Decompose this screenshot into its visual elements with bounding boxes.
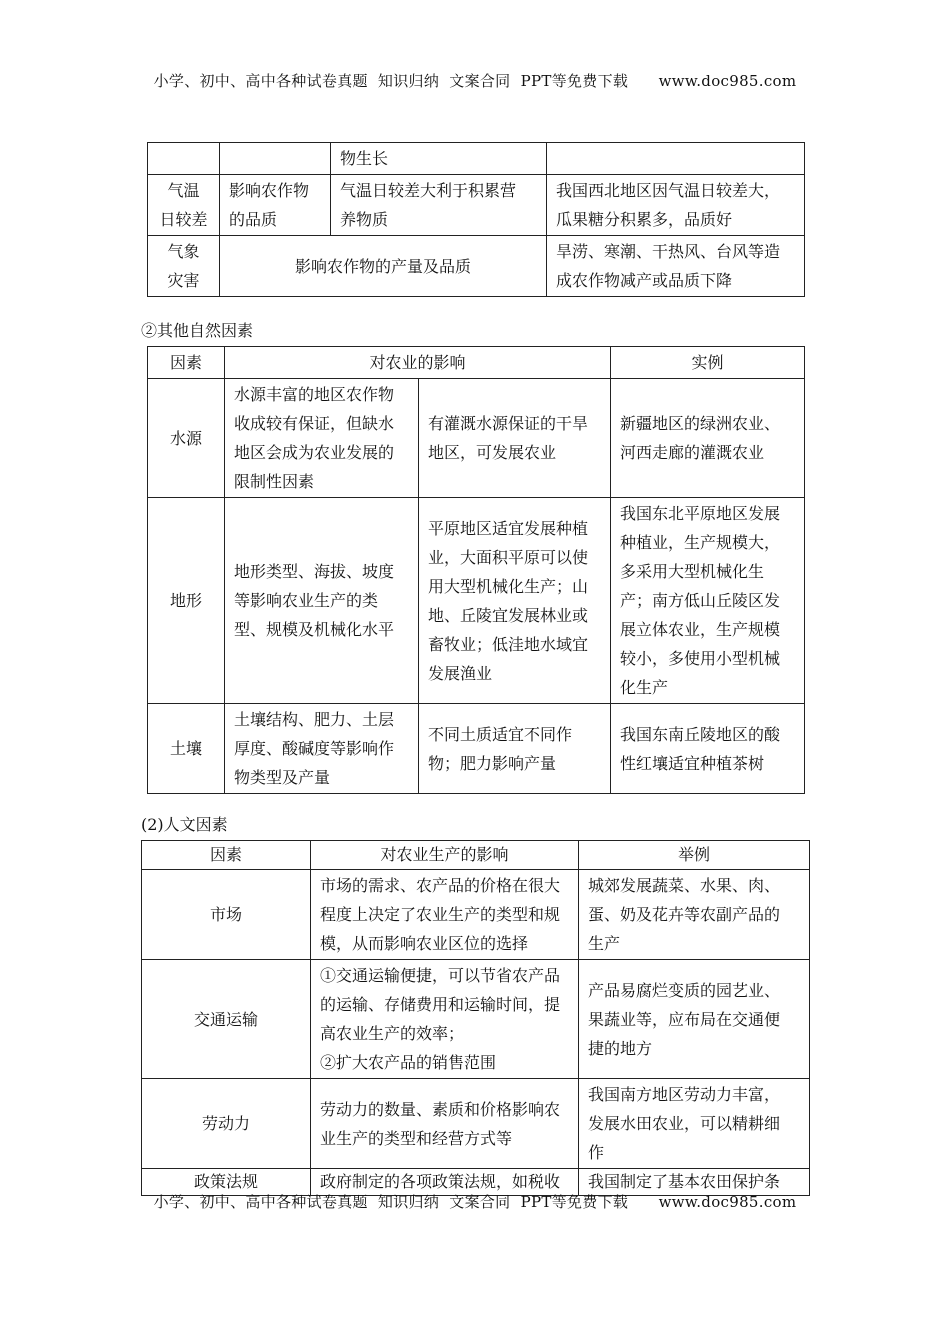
example-cell: 新疆地区的绿洲农业、 河西走廊的灌溉农业	[611, 379, 805, 498]
example-cell: 城郊发展蔬菜、水果、肉、 蛋、奶及花卉等农副产品的 生产	[579, 870, 810, 960]
effect-cell: 影响农作物的产量及品质	[220, 236, 547, 297]
impact-cell: ①交通运输便捷，可以节省农产品 的运输、存储费用和运输时间，提 高农业生产的效率； ②扩大农产品的销售范围	[311, 960, 579, 1079]
impact-cell: 政府制定的各项政策法规，如税收	[311, 1169, 579, 1196]
impact-cell: 土壤结构、肥力、土层 厚度、酸碱度等影响作 物类型及产量	[225, 704, 419, 794]
column-header: 对农业生产的影响	[311, 841, 579, 870]
table-row	[148, 498, 805, 704]
example-cell: 我国东南丘陵地区的酸 性红壤适宜种植茶树	[611, 704, 805, 794]
impact-cell: 不同土质适宜不同作 物；肥力影响产量	[419, 704, 611, 794]
factor-cell: 水源	[148, 379, 225, 498]
table-row	[142, 1079, 810, 1169]
example-cell: 我国制定了基本农田保护条	[579, 1169, 810, 1196]
column-header: 对农业的影响	[225, 347, 611, 379]
table-row	[148, 143, 805, 175]
section-title-human-factors: (2)人文因素	[141, 815, 228, 834]
factor-cell: 交通运输	[142, 960, 311, 1079]
table-row	[148, 236, 805, 297]
impact-cell: 地形类型、海拔、坡度 等影响农业生产的类 型、规模及机械化水平	[225, 498, 419, 704]
column-header: 因素	[148, 347, 225, 379]
example-cell: 产品易腐烂变质的园艺业、 果蔬业等，应布局在交通便 捷的地方	[579, 960, 810, 1079]
impact-cell: 水源丰富的地区农作物 收成较有保证，但缺水 地区会成为农业发展的 限制性因素	[225, 379, 419, 498]
climate-factors-table	[147, 142, 805, 297]
factor-cell: 劳动力	[142, 1079, 311, 1169]
impact-cell: 平原地区适宜发展种植 业，大面积平原可以使 用大型机械化生产；山 地、丘陵宜发展林业或 畜牧业；低洼地水域宜 发展渔业	[419, 498, 611, 704]
table-cell	[148, 143, 220, 175]
table-cell	[220, 143, 331, 175]
example-cell: 我国东北平原地区发展 种植业，生产规模大， 多采用大型机械化生 产；南方低山丘陵区发 展立体农业，生产规模 较小，多使用小型机械 化生产	[611, 498, 805, 704]
column-header: 实例	[611, 347, 805, 379]
human-factors-table	[141, 840, 810, 1196]
factor-cell: 气温 日较差	[148, 175, 220, 236]
factor-cell: 地形	[148, 498, 225, 704]
factor-cell: 政策法规	[142, 1169, 311, 1196]
table-row	[148, 379, 805, 498]
example-cell: 我国南方地区劳动力丰富， 发展水田农业，可以精耕细 作	[579, 1079, 810, 1169]
factor-cell: 土壤	[148, 704, 225, 794]
table-header-row	[148, 347, 805, 379]
column-header: 因素	[142, 841, 311, 870]
page-footer: 小学、初中、高中各种试卷真题 知识归纳 文案合同 PPT等免费下载 www.doc985.com	[153, 1193, 797, 1211]
example-cell: 旱涝、寒潮、干热风、台风等造 成农作物减产或品质下降	[547, 236, 805, 297]
effect-cell: 影响农作物 的品质	[220, 175, 331, 236]
section-title-other-natural: ②其他自然因素	[141, 321, 254, 340]
detail-cell: 气温日较差大利于积累营 养物质	[331, 175, 547, 236]
example-cell: 我国西北地区因气温日较差大， 瓜果糖分积累多，品质好	[547, 175, 805, 236]
impact-cell: 市场的需求、农产品的价格在很大 程度上决定了农业生产的类型和规 模，从而影响农业区位的选择	[311, 870, 579, 960]
table-cell: 物生长	[331, 143, 547, 175]
column-header: 举例	[579, 841, 810, 870]
table-row	[142, 960, 810, 1079]
table-row	[148, 704, 805, 794]
table-cell	[547, 143, 805, 175]
table-header-row	[142, 841, 810, 870]
factor-cell: 市场	[142, 870, 311, 960]
table-row	[142, 870, 810, 960]
other-natural-factors-table	[147, 346, 805, 794]
factor-cell: 气象 灾害	[148, 236, 220, 297]
page-header: 小学、初中、高中各种试卷真题 知识归纳 文案合同 PPT等免费下载 www.doc985.com	[153, 72, 797, 90]
table-row	[148, 175, 805, 236]
impact-cell: 有灌溉水源保证的干旱 地区，可发展农业	[419, 379, 611, 498]
impact-cell: 劳动力的数量、素质和价格影响农 业生产的类型和经营方式等	[311, 1079, 579, 1169]
